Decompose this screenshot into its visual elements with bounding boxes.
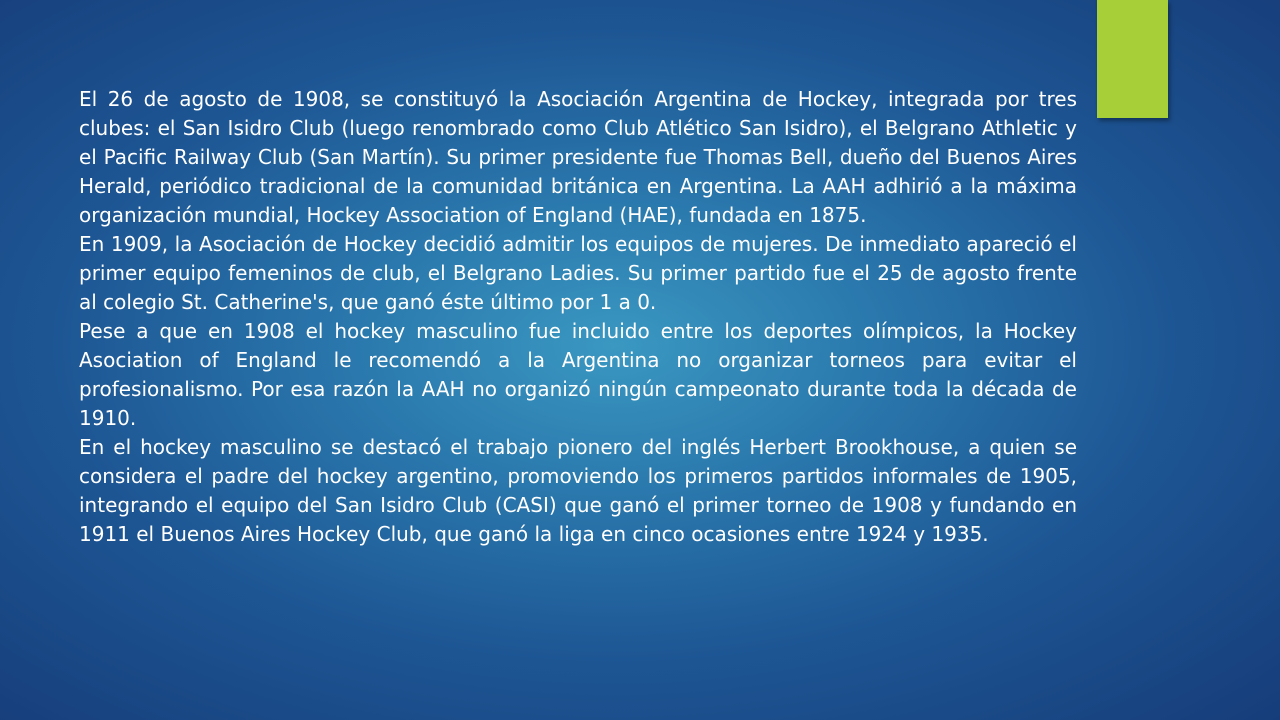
paragraph-2: En 1909, la Asociación de Hockey decidió admitir los equipos de mujeres. De inmediato apareció el primer equipo femeninos de club, el Belgrano Ladies. Su primer partido fue el 25 de agosto frente al colegio St. Catherine's, que ganó éste último por 1 a 0. xyxy=(79,232,1077,314)
text-body xyxy=(79,85,1077,549)
paragraph-4: En el hockey masculino se destacó el trabajo pionero del inglés Herbert Brookhouse, a quien se considera el padre del hockey argentino, promoviendo los primeros partidos informales de 1905, integrando el equipo del San Isidro Club (CASI) que ganó el primer torneo de 1908 y fundando en 1911 el Buenos Aires Hockey Club, que ganó la liga en cinco ocasiones entre 1924 y 1935. xyxy=(79,435,1077,546)
accent-bar xyxy=(1097,0,1168,118)
paragraph-1: El 26 de agosto de 1908, se constituyó la Asociación Argentina de Hockey, integrada por tres clubes: el San Isidro Club (luego renombrado como Club Atlético San Isidro), el Belgrano Athletic y el Pacific Railway Club (San Martín). Su primer presidente fue Thomas Bell, dueño del Buenos Aires Herald, periódico tradicional de la comunidad británica en Argentina. La AAH adhirió a la máxima organización mundial, Hockey Association of England (HAE), fundada en 1875. xyxy=(79,87,1077,227)
paragraph-3: Pese a que en 1908 el hockey masculino fue incluido entre los deportes olímpicos, la Hockey Asociation of England le recomendó a la Argentina no organizar torneos para evitar el profesionalismo. Por esa razón la AAH no organizó ningún campeonato durante toda la década de 1910. xyxy=(79,319,1077,430)
